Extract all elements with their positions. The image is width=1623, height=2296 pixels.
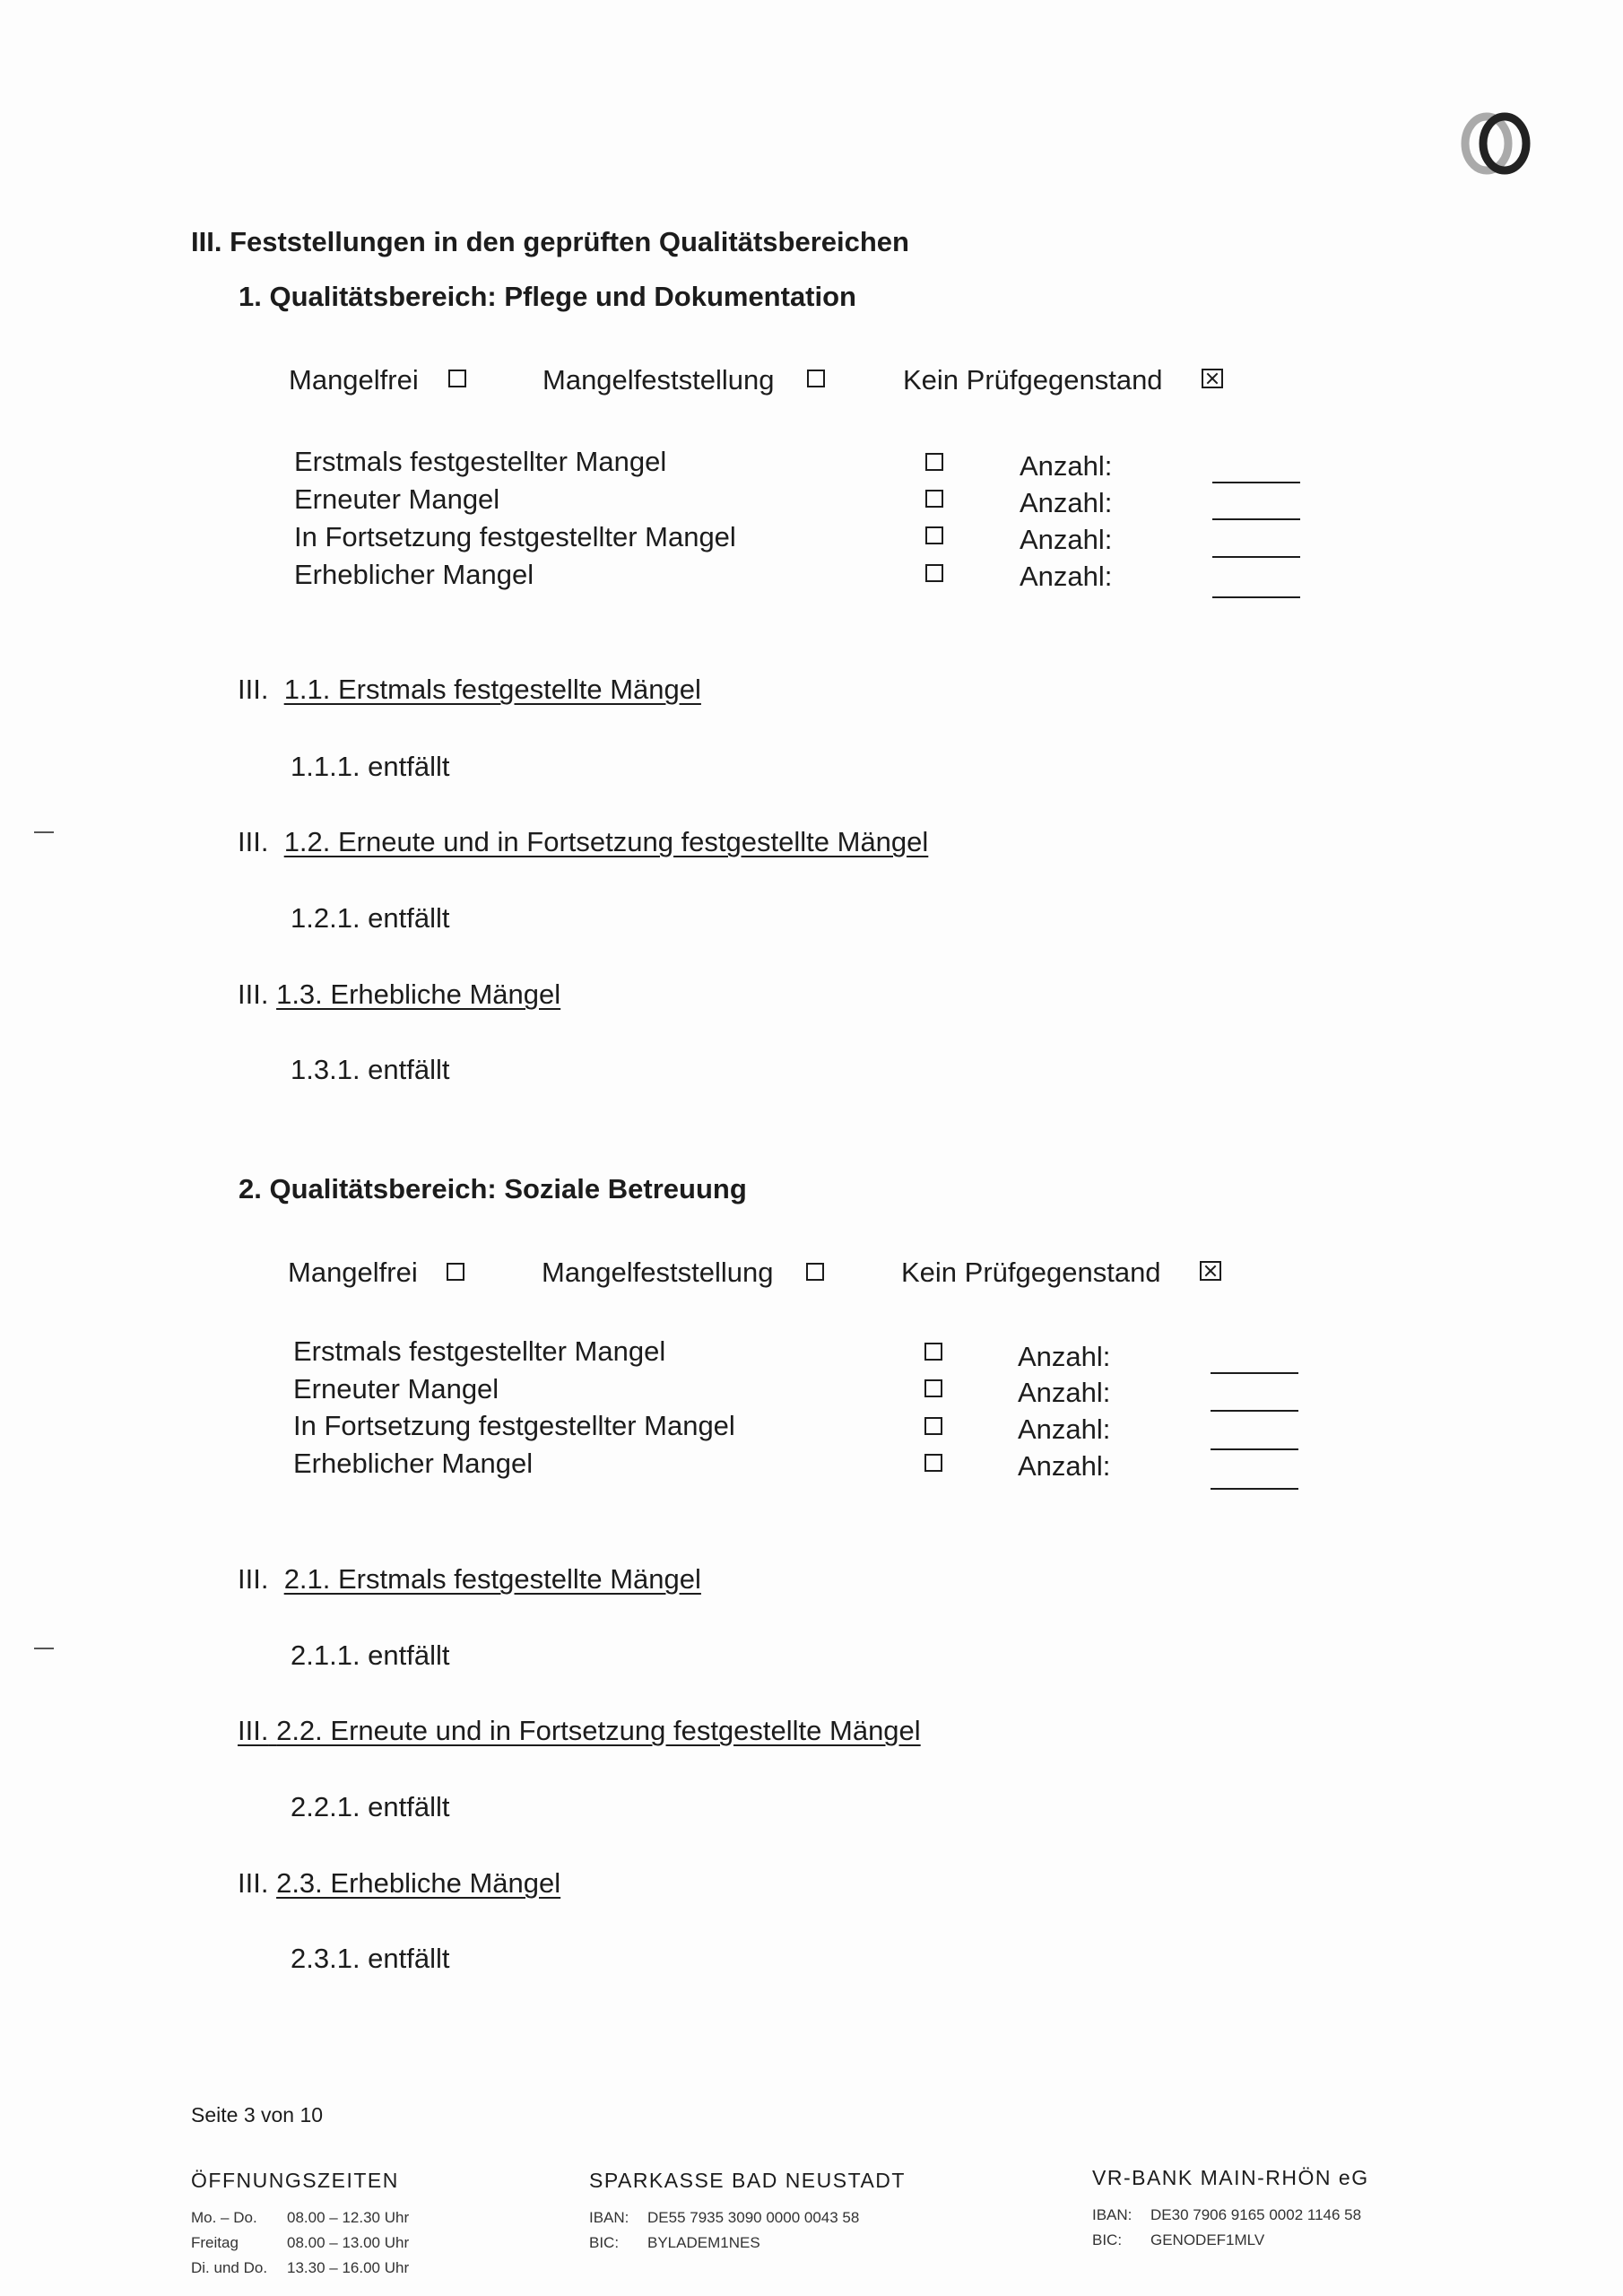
footer-hours-time: 08.00 – 13.00 Uhr <box>287 2234 410 2251</box>
subsection-prefix: III. <box>238 826 269 857</box>
area-1-status-kein-pruefgegenstand-checkbox[interactable] <box>1202 369 1223 388</box>
area-2-status-mangelfeststellung-checkbox[interactable] <box>806 1263 824 1281</box>
subsection-heading <box>238 826 928 858</box>
subsection-prefix: III. <box>238 1563 269 1595</box>
area-2-status-mangelfrei-label: Mangelfrei <box>288 1257 418 1288</box>
margin-mark <box>34 831 54 833</box>
area-1-defect-count-blank[interactable] <box>1212 518 1300 520</box>
area-2-defect-count-label: Anzahl: <box>1018 1341 1111 1372</box>
area-1-defect-checkbox[interactable] <box>925 526 943 544</box>
double-ring-logo-icon <box>1460 109 1533 178</box>
area-1-defect-count-blank[interactable] <box>1212 482 1300 483</box>
area-2-defect-checkbox[interactable] <box>924 1343 942 1361</box>
area-1-defect-count-label: Anzahl: <box>1020 487 1113 518</box>
subsection-heading <box>238 674 701 706</box>
area-2-defect-checkbox[interactable] <box>924 1379 942 1397</box>
page-number: Seite 3 von 10 <box>191 2103 324 2126</box>
subsection-heading <box>238 1563 701 1596</box>
subsection-prefix: III. <box>238 1867 269 1899</box>
area-1-defect-checkbox[interactable] <box>925 490 943 508</box>
area-1-title: 1. Qualitätsbereich: Pflege und Dokumentation <box>239 281 856 312</box>
area-1-defect-count-blank[interactable] <box>1212 596 1300 598</box>
footer-bank1-bic-label: BIC: <box>589 2234 620 2251</box>
footer-bank1-title: SPARKASSE BAD NEUSTADT <box>589 2169 906 2192</box>
area-1-defect-checkbox[interactable] <box>925 453 943 471</box>
area-1-defect-label: In Fortsetzung festgestellter Mangel <box>294 521 736 552</box>
main-heading: III. Feststellungen in den geprüften Qualitätsbereichen <box>191 226 909 257</box>
area-1-defect-count-label: Anzahl: <box>1020 561 1113 592</box>
subsection-item: 2.1.1. entfällt <box>291 1639 450 1671</box>
subsection-heading <box>238 1867 560 1900</box>
subsection-title: 1.2. Erneute und in Fortsetzung festgestellte Mängel <box>283 826 929 857</box>
area-2-defect-count-blank[interactable] <box>1211 1372 1298 1374</box>
subsection-title: 2.1. Erstmals festgestellte Mängel <box>283 1563 701 1595</box>
footer-bank2-iban-label: IBAN: <box>1092 2206 1133 2223</box>
area-2-defect-count-blank[interactable] <box>1211 1410 1298 1412</box>
area-1-status-mangelfrei-label: Mangelfrei <box>289 364 419 396</box>
footer-hours-time: 13.30 – 16.00 Uhr <box>287 2259 410 2276</box>
subsection-title: 2.3. Erhebliche Mängel <box>276 1867 561 1899</box>
area-2-defect-count-label: Anzahl: <box>1018 1377 1111 1408</box>
subsection-item: 2.2.1. entfällt <box>291 1791 450 1822</box>
subsection-title-full <box>238 1715 921 1746</box>
subsection-heading <box>238 978 560 1011</box>
area-1-status-mangelfrei-checkbox[interactable] <box>448 370 466 387</box>
area-2-status-kein-pruefgegenstand-checkbox[interactable] <box>1200 1261 1221 1281</box>
subsection-title: 2.2. Erneute und in Fortsetzung festgestellte Mängel <box>276 1715 921 1746</box>
subsection-item: 1.1.1. entfällt <box>291 751 450 782</box>
area-1-defect-label: Erstmals festgestellter Mangel <box>294 446 667 477</box>
footer-hours-time: 08.00 – 12.30 Uhr <box>287 2209 410 2226</box>
area-1-defect-count-label: Anzahl: <box>1020 450 1113 482</box>
subsection-item: 2.3.1. entfällt <box>291 1943 450 1974</box>
footer-bank1-iban-label: IBAN: <box>589 2209 629 2226</box>
footer-hours-day: Di. und Do. <box>191 2259 268 2276</box>
area-2-defect-label: Erheblicher Mangel <box>293 1448 534 1479</box>
subsection-prefix: III. <box>238 978 269 1010</box>
area-2-defect-checkbox[interactable] <box>924 1454 942 1472</box>
area-2-status-mangelfeststellung-label: Mangelfeststellung <box>542 1257 774 1288</box>
footer-hours-title: ÖFFNUNGSZEITEN <box>191 2169 399 2192</box>
subsection-heading <box>238 1715 921 1747</box>
area-1-status-mangelfeststellung-label: Mangelfeststellung <box>542 364 775 396</box>
margin-mark <box>34 1648 54 1649</box>
subsection-title: 1.3. Erhebliche Mängel <box>276 978 561 1010</box>
subsection-prefix: III. <box>238 674 269 705</box>
area-1-defect-count-blank[interactable] <box>1212 556 1300 558</box>
area-1-defect-checkbox[interactable] <box>925 564 943 582</box>
footer-bank2-title: VR-BANK MAIN-RHÖN eG <box>1092 2166 1369 2189</box>
area-2-status-kein-pruefgegenstand-label: Kein Prüfgegenstand <box>901 1257 1161 1288</box>
area-1-status-mangelfeststellung-checkbox[interactable] <box>807 370 825 387</box>
footer-bank1-iban: DE55 7935 3090 0000 0043 58 <box>647 2209 860 2226</box>
area-2-defect-count-label: Anzahl: <box>1018 1450 1111 1482</box>
area-1-defect-label: Erheblicher Mangel <box>294 559 534 590</box>
area-2-defect-label: Erneuter Mangel <box>293 1373 499 1405</box>
area-2-defect-checkbox[interactable] <box>924 1417 942 1435</box>
footer-hours-day: Mo. – Do. <box>191 2209 257 2226</box>
area-1-defect-label: Erneuter Mangel <box>294 483 500 515</box>
subsection-prefix: III. <box>238 1715 269 1746</box>
footer-hours-day: Freitag <box>191 2234 239 2251</box>
footer-bank2-iban: DE30 7906 9165 0002 1146 58 <box>1150 2206 1362 2223</box>
area-2-title: 2. Qualitätsbereich: Soziale Betreuung <box>239 1173 747 1205</box>
area-2-defect-label: Erstmals festgestellter Mangel <box>293 1335 666 1367</box>
subsection-item: 1.2.1. entfällt <box>291 902 450 934</box>
area-2-defect-label: In Fortsetzung festgestellter Mangel <box>293 1410 735 1441</box>
area-2-defect-count-blank[interactable] <box>1211 1448 1298 1450</box>
area-2-defect-count-label: Anzahl: <box>1018 1413 1111 1445</box>
footer-bank2-bic-label: BIC: <box>1092 2231 1123 2248</box>
footer-bank1-bic: BYLADEM1NES <box>647 2234 760 2251</box>
area-1-defect-count-label: Anzahl: <box>1020 524 1113 555</box>
area-2-status-mangelfrei-checkbox[interactable] <box>447 1263 464 1281</box>
subsection-title: 1.1. Erstmals festgestellte Mängel <box>283 674 701 705</box>
footer-bank2-bic: GENODEF1MLV <box>1150 2231 1265 2248</box>
area-2-defect-count-blank[interactable] <box>1211 1488 1298 1490</box>
area-1-status-kein-pruefgegenstand-label: Kein Prüfgegenstand <box>903 364 1163 396</box>
subsection-item: 1.3.1. entfällt <box>291 1054 450 1085</box>
